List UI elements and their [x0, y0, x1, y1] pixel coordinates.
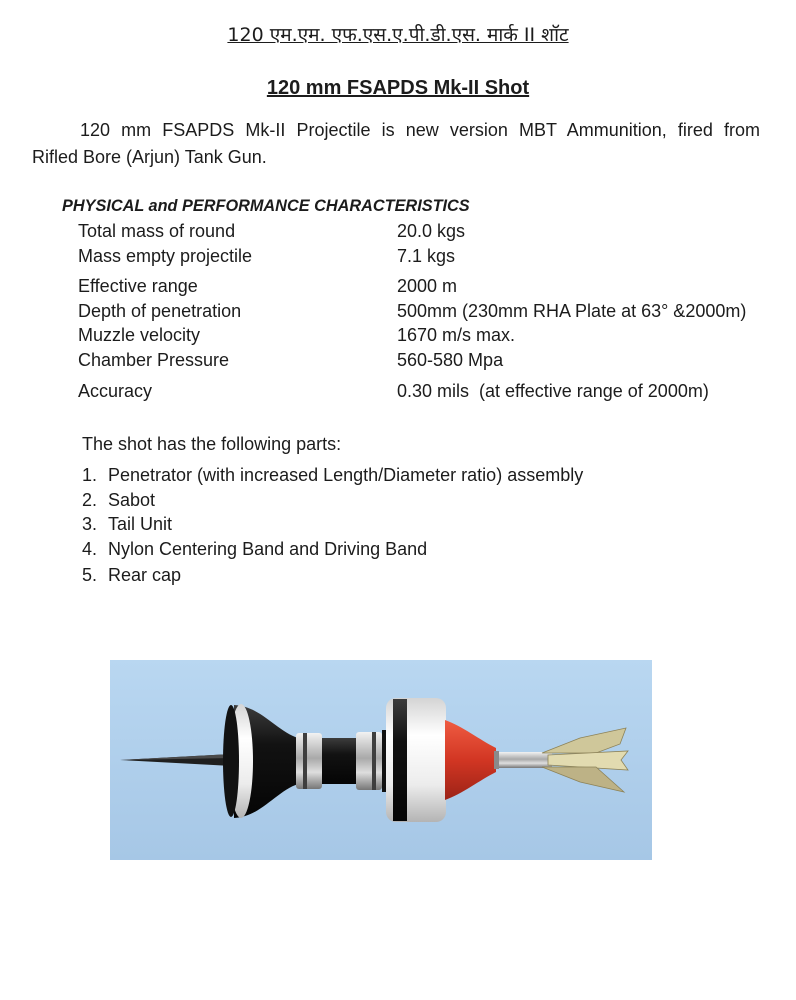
characteristic-label: Muzzle velocity	[78, 325, 201, 345]
characteristic-row	[0, 275, 796, 297]
list-item	[0, 513, 796, 535]
driving-band	[386, 698, 446, 822]
list-item	[0, 564, 796, 586]
characteristic-value: 1670 m/s max.	[397, 325, 516, 345]
list-text: Penetrator (with increased Length/Diameter ratio) assembly	[108, 465, 584, 485]
characteristic-value: 20.0 kgs	[397, 221, 466, 241]
list-number: 1.	[82, 465, 98, 485]
list-text: Tail Unit	[108, 514, 173, 534]
list-text: Nylon Centering Band and Driving Band	[108, 539, 428, 559]
characteristic-value: 560-580 Mpa	[397, 350, 504, 370]
characteristic-row	[0, 245, 796, 267]
tail-shaft	[494, 751, 552, 769]
list-text: Rear cap	[108, 565, 182, 585]
list-number: 3.	[82, 514, 98, 534]
page-title: 120 mm FSAPDS Mk-II Shot	[266, 77, 530, 99]
list-item	[0, 464, 796, 486]
list-number: 5.	[82, 565, 98, 585]
parts-intro: The shot has the following parts:	[82, 434, 342, 454]
characteristic-label: Accuracy	[78, 381, 153, 401]
characteristic-row	[0, 300, 796, 322]
hindi-title: 120 एम.एम. एफ.एस.ए.पी.डी.एस. मार्क II शॉट	[227, 24, 569, 46]
characteristic-value: 0.30 mils (at effective range of 2000m)	[397, 381, 709, 401]
intro-paragraph-line: 120 mm FSAPDS Mk-II Projectile is new version MBT Ammunition, fired from	[80, 120, 760, 140]
characteristic-value: 500mm (230mm RHA Plate at 63° &2000m)	[397, 301, 747, 321]
characteristic-row	[0, 220, 796, 242]
intro-paragraph-line: Rifled Bore (Arjun) Tank Gun.	[32, 147, 267, 167]
characteristic-value: 2000 m	[397, 276, 458, 296]
characteristics-heading: PHYSICAL and PERFORMANCE CHARACTERISTICS	[62, 197, 470, 215]
characteristic-label: Effective range	[78, 276, 198, 296]
list-text: Sabot	[108, 490, 156, 510]
characteristic-row	[0, 324, 796, 346]
characteristic-label: Mass empty projectile	[78, 246, 253, 266]
list-number: 4.	[82, 539, 98, 559]
list-item	[0, 489, 796, 511]
characteristic-row	[0, 380, 796, 402]
characteristic-label: Chamber Pressure	[78, 350, 230, 370]
projectile-photo	[110, 660, 652, 860]
characteristic-row	[0, 349, 796, 371]
list-number: 2.	[82, 490, 98, 510]
characteristic-label: Depth of penetration	[78, 301, 242, 321]
characteristic-value: 7.1 kgs	[397, 246, 456, 266]
characteristic-label: Total mass of round	[78, 221, 236, 241]
list-item	[0, 538, 796, 560]
